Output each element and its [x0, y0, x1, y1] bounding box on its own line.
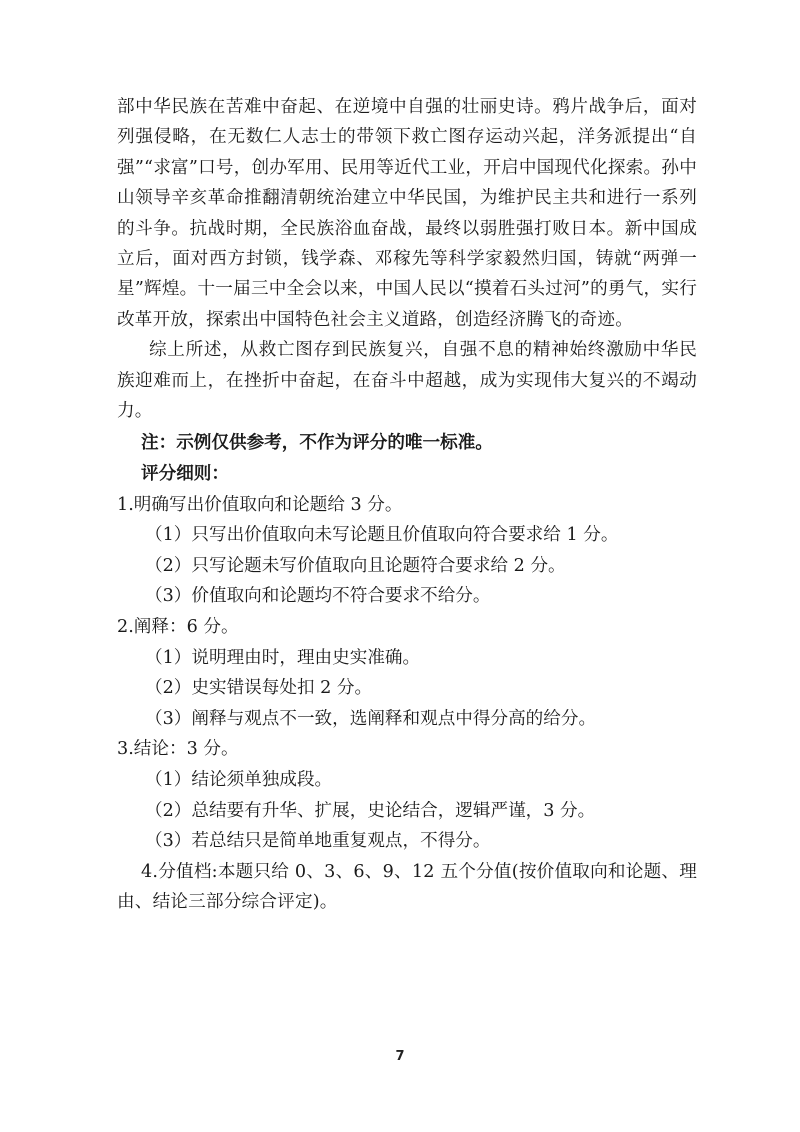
- rubric-section-2-item: （3）阐释与观点不一致，选阐释和观点中得分高的给分。: [145, 708, 597, 729]
- rubric-section-1-item: （1）只写出价值取向未写论题且价值取向符合要求给 1 分。: [145, 525, 619, 546]
- rubric-section-2-item: （2）史实错误每处扣 2 分。: [145, 678, 373, 699]
- rubric-heading: 评分细则：: [141, 463, 229, 485]
- rubric-section-1-item: （3）价值取向和论题均不符合要求不给分。: [145, 586, 491, 607]
- rubric-section-4-text: 4.分值档:本题只给 0、3、6、9、12 五个分值(按价值取向和论题、理由、结论三部分综合评定)。: [117, 861, 697, 913]
- rubric-section-3-title: 3.结论：3 分。: [117, 739, 239, 760]
- rubric-section-2-item: （1）说明理由时，理由史实准确。: [145, 647, 421, 668]
- rubric-section-2-title: 2.阐释：6 分。: [117, 617, 239, 638]
- rubric-section-1-title: 1.明确写出价值取向和论题给 3 分。: [117, 494, 403, 515]
- note-line: 注：示例仅供参考，不作为评分的唯一标准。: [141, 432, 493, 454]
- page-number: 7: [395, 1049, 405, 1064]
- essay-paragraph-continued: 部中华民族在苦难中奋起、在逆境中自强的壮丽史诗。鸦片战争后，面对列强侵略，在无数仁人志士的带领下救亡图存运动兴起，洋务派提出“自强”“求富”口号，创办军用、民用等近代工业，开启中国现代化探索。孙中山领导辛亥革命推翻清朝统治建立中华民国，为维护民主共和进行一系列的斗争。抗战时期，全民族浴血奋战，最终以弱胜强打败日本。新中国成立后，面对西方封锁，钱学森、邓稼先等科学家毅然归国，铸就“两弹一星”辉煌。十一届三中全会以来，中国人民以“摸着石头过河”的勇气，实行改革开放，探索出中国特色社会主义道路，创造经济腾飞的奇迹。: [117, 97, 697, 330]
- document-body: [117, 92, 697, 918]
- rubric-section-3-item: （2）总结要有升华、扩展，史论结合，逻辑严谨，3 分。: [145, 800, 596, 821]
- essay-paragraph-conclusion: 综上所述，从救亡图存到民族复兴，自强不息的精神始终激励中华民族迎难而上，在挫折中奋起，在奋斗中超越，成为实现伟大复兴的不竭动力。: [117, 340, 697, 422]
- rubric-section-3-item: （1）结论须单独成段。: [145, 770, 333, 790]
- rubric-section-1-item: （2）只写论题未写价值取向且论题符合要求给 2 分。: [145, 555, 566, 576]
- rubric-section-3-item: （3）若总结只是简单地重复观点，不得分。: [145, 831, 491, 852]
